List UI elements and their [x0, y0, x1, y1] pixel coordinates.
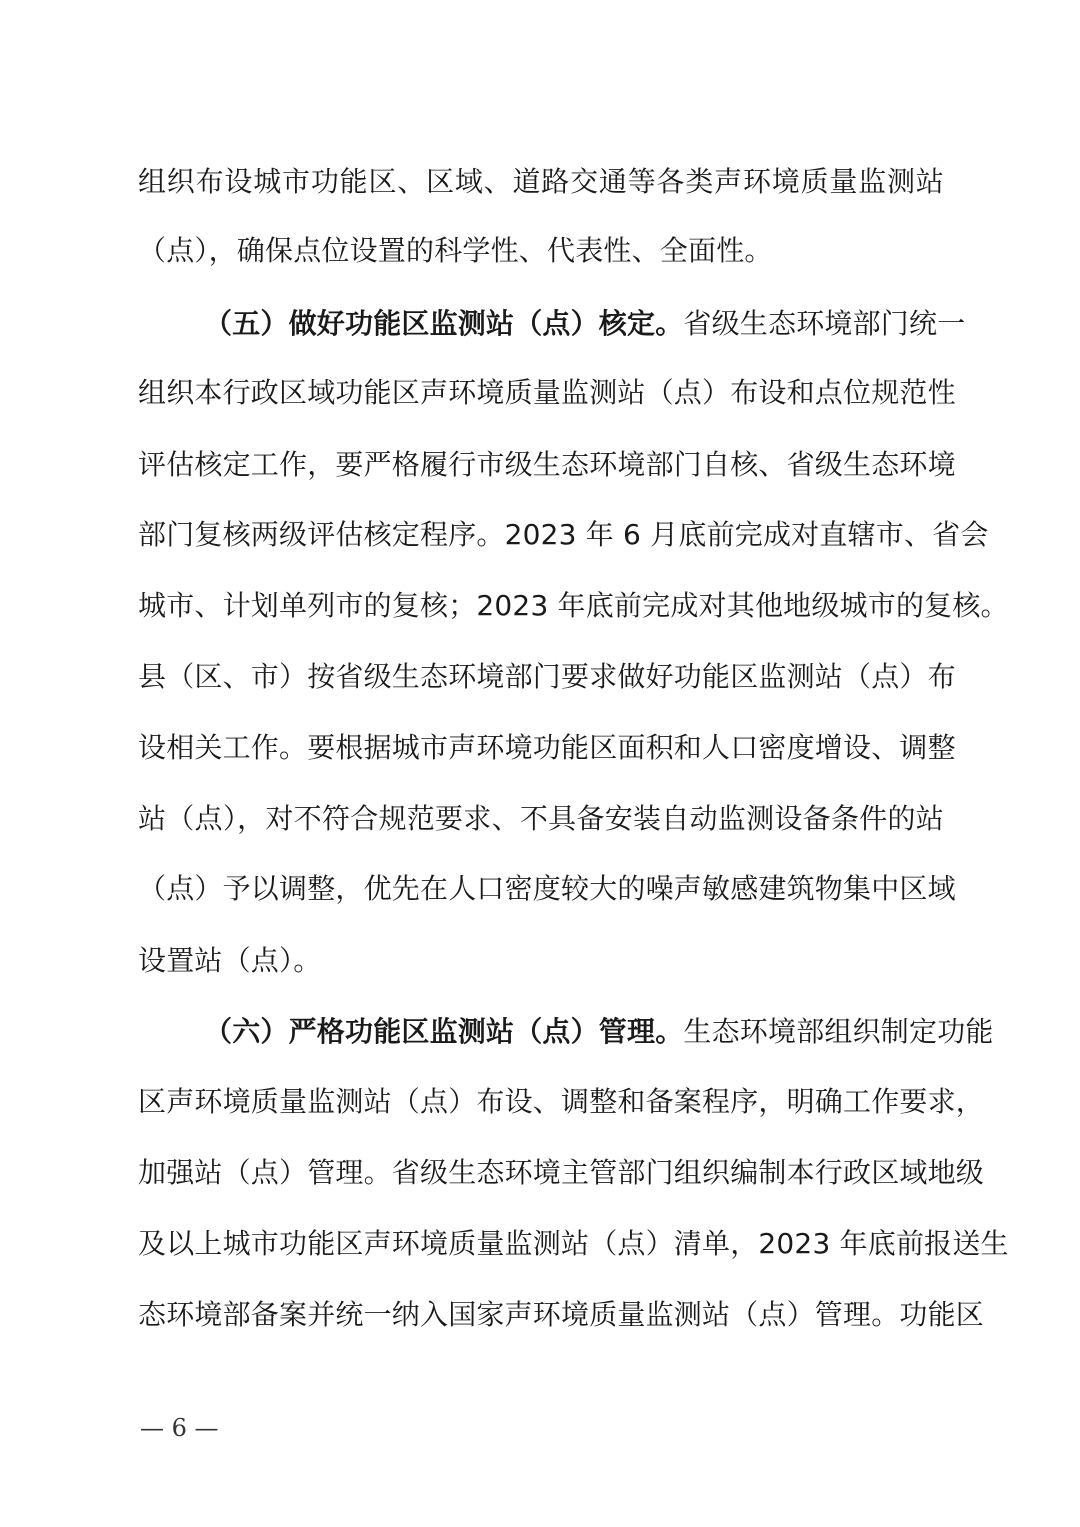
paragraph-line-17: 加强站（点）管理。省级生态环境主管部门组织编制本行政区域地级	[138, 1156, 985, 1189]
paragraph-line-9: 县（区、市）按省级生态环境部门要求做好功能区监测站（点）布	[138, 660, 956, 693]
section-six-lead-text: 生态环境部组织制定功能	[683, 1015, 994, 1048]
paragraph-line-12: （点）予以调整，优先在人口密度较大的噪声敏感建筑物集中区域	[138, 872, 956, 905]
paragraph-line-2: （点），确保点位设置的科学性、代表性、全面性。	[138, 234, 773, 267]
paragraph-line-13: 设置站（点）。	[138, 944, 322, 977]
section-six-first-line	[138, 1012, 994, 1052]
paragraph-line-7: 部门复核两级评估核定程序。2023 年 6 月底前完成对直辖市、省会	[138, 518, 989, 551]
paragraph-line-19: 态环境部备案并统一纳入国家声环境质量监测站（点）管理。功能区	[138, 1298, 985, 1331]
paragraph-line-5: 组织本行政区域功能区声环境质量监测站（点）布设和点位规范性	[138, 376, 956, 409]
paragraph-line-8: 城市、计划单列市的复核；2023 年底前完成对其他地级城市的复核。	[138, 589, 1009, 622]
section-five-lead-text: 省级生态环境部门统一	[683, 307, 966, 340]
section-five-first-line	[138, 304, 966, 344]
paragraph-line-10: 设相关工作。要根据城市声环境功能区面积和人口密度增设、调整	[138, 731, 956, 764]
paragraph-line-6: 评估核定工作，要严格履行市级生态环境部门自核、省级生态环境	[138, 448, 956, 481]
paragraph-line-18: 及以上城市功能区声环境质量监测站（点）清单，2023 年底前报送生	[138, 1227, 1009, 1260]
paragraph-line-16: 区声环境质量监测站（点）布设、调整和备案程序，明确工作要求，	[138, 1085, 985, 1118]
paragraph-line-1: 组织布设城市功能区、区域、道路交通等各类声环境质量监测站	[138, 165, 944, 198]
section-five-heading: （五）做好功能区监测站（点）核定。	[204, 307, 684, 340]
page-number: — 6 —	[140, 1414, 219, 1442]
section-six-heading: （六）严格功能区监测站（点）管理。	[204, 1015, 684, 1048]
paragraph-line-11: 站（点），对不符合规范要求、不具备安装自动监测设备条件的站	[138, 802, 944, 835]
